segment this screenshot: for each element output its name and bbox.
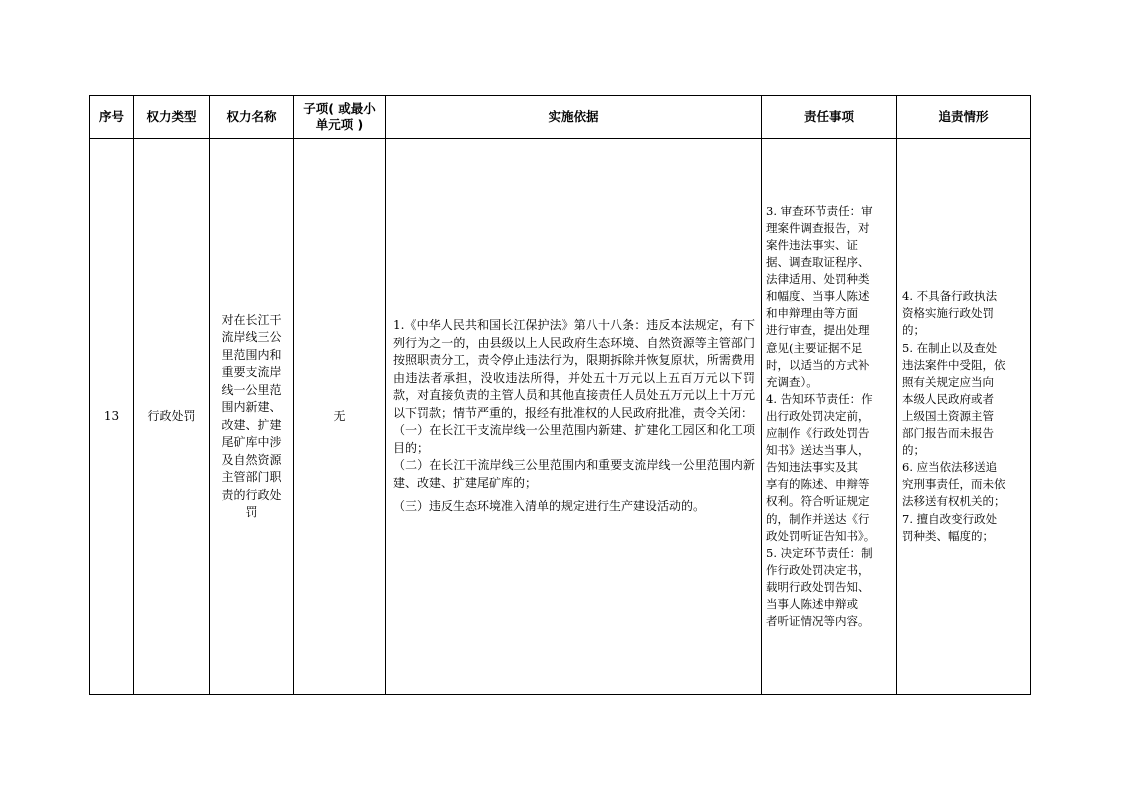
accountability-line: 的； bbox=[902, 323, 925, 338]
cell-responsibility bbox=[762, 139, 897, 695]
cell-sub-item: 无 bbox=[294, 139, 386, 695]
accountability-line: 上级国土资源主管 bbox=[902, 408, 994, 423]
responsibility-line: 理案件调查报告，对 bbox=[766, 220, 870, 235]
responsibility-line: 法律适用、处罚种类 bbox=[766, 272, 870, 287]
responsibility-line: 应制作《行政处罚告 bbox=[766, 426, 870, 441]
header-power-name: 权力名称 bbox=[210, 96, 294, 139]
responsibility-line: 3. 审查环节责任：审 bbox=[766, 203, 873, 218]
responsibility-line: 知书》送达当事人， bbox=[766, 443, 870, 458]
power-list-table bbox=[89, 95, 1031, 695]
responsibility-line: 载明行政处罚告知、 bbox=[766, 579, 870, 594]
header-accountability: 追责情形 bbox=[897, 96, 1031, 139]
responsibility-line: 作行政处罚决定书， bbox=[766, 562, 870, 577]
header-responsibility: 责任事项 bbox=[762, 96, 897, 139]
table-header-row bbox=[90, 96, 1031, 139]
accountability-line: 罚种类、幅度的； bbox=[902, 528, 994, 543]
accountability-line: 7. 擅自改变行政处 bbox=[902, 511, 998, 526]
accountability-line: 照有关规定应当向 bbox=[902, 374, 994, 389]
cell-accountability bbox=[897, 139, 1031, 695]
responsibility-line: 案件违法事实、证 bbox=[766, 238, 858, 253]
basis-paragraph: 1.《中华人民共和国长江保护法》第八十八条：违反本法规定，有下列行为之一的，由县级以上人民政府生态环境、自然资源等主管部门按照职责分工，责令停止违法行为，限期拆除并恢复原状，所需费用由违法者承担，没收违法所得，并处五十万元以上五百万元以下罚款，对直接负责的主管人员和其他直接责任人员处五万元以上十万元以下罚款；情节严重的，报经有批准权的人民政府批准，责令关闭： bbox=[393, 318, 755, 420]
accountability-line: 部门报告而未报告 bbox=[902, 426, 994, 441]
accountability-line: 5. 在制止以及查处 bbox=[902, 340, 998, 355]
basis-paragraph: （二）在长江干流岸线三公里范围内和重要支流岸线一公里范围内新建、改建、扩建尾矿库的； bbox=[393, 458, 755, 490]
responsibility-line: 4. 告知环节责任：作 bbox=[766, 391, 873, 406]
responsibility-line: 充调查）。 bbox=[766, 374, 818, 389]
cell-basis bbox=[386, 139, 762, 695]
cell-power-type: 行政处罚 bbox=[134, 139, 210, 695]
responsibility-line: 据、调查取证程序、 bbox=[766, 255, 870, 270]
responsibility-line: 时，以适当的方式补 bbox=[766, 357, 870, 372]
accountability-line: 究刑事责任，而未依 bbox=[902, 477, 1006, 492]
responsibility-line: 和幅度、当事人陈述 bbox=[766, 289, 870, 304]
table-row bbox=[90, 139, 1031, 695]
responsibility-line: 享有的陈述、申辩等 bbox=[766, 477, 870, 492]
accountability-line: 资格实施行政处罚 bbox=[902, 306, 994, 321]
responsibility-line: 进行审查，提出处理 bbox=[766, 323, 870, 338]
responsibility-line: 告知违法事实及其 bbox=[766, 460, 858, 475]
responsibility-line: 出行政处罚决定前， bbox=[766, 408, 870, 423]
header-power-type: 权力类型 bbox=[134, 96, 210, 139]
accountability-line: 6. 应当依法移送追 bbox=[902, 460, 998, 475]
header-sub-item-line: 子项( 或最小 bbox=[303, 101, 376, 116]
responsibility-line: 政处罚听证告知书》。 bbox=[766, 528, 876, 543]
responsibility-line: 意见(主要证据不足 bbox=[766, 340, 863, 355]
responsibility-line: 5. 决定环节责任：制 bbox=[766, 545, 873, 560]
accountability-line: 法移送有权机关的； bbox=[902, 494, 1006, 509]
header-basis: 实施依据 bbox=[386, 96, 762, 139]
responsibility-line: 权利。符合听证规定 bbox=[766, 494, 870, 509]
accountability-line: 本级人民政府或者 bbox=[902, 391, 994, 406]
accountability-line: 违法案件中受阻，依 bbox=[902, 357, 1006, 372]
basis-paragraph: （一）在长江干支流岸线一公里范围内新建、扩建化工园区和化工项目的； bbox=[393, 423, 755, 455]
header-seq: 序号 bbox=[90, 96, 134, 139]
responsibility-line: 和申辩理由等方面 bbox=[766, 306, 858, 321]
header-sub-item-line: 单元项 ) bbox=[315, 117, 364, 132]
cell-seq: 13 bbox=[90, 139, 134, 695]
basis-paragraph: （三）违反生态环境准入清单的规定进行生产建设活动的。 bbox=[393, 499, 706, 514]
responsibility-line: 当事人陈述申辩或 bbox=[766, 596, 858, 611]
header-sub-item bbox=[294, 96, 386, 139]
responsibility-line: 的，制作并送达《行 bbox=[766, 511, 870, 526]
accountability-line: 的； bbox=[902, 443, 925, 458]
responsibility-line: 者听证情况等内容。 bbox=[766, 614, 870, 629]
accountability-line: 4. 不具备行政执法 bbox=[902, 289, 998, 304]
cell-power-name: 对在长江干流岸线三公里范围内和重要支流岸线一公里范围内新建、改建、扩建尾矿库中涉及自然资源主管部门职责的行政处罚 bbox=[210, 139, 294, 695]
